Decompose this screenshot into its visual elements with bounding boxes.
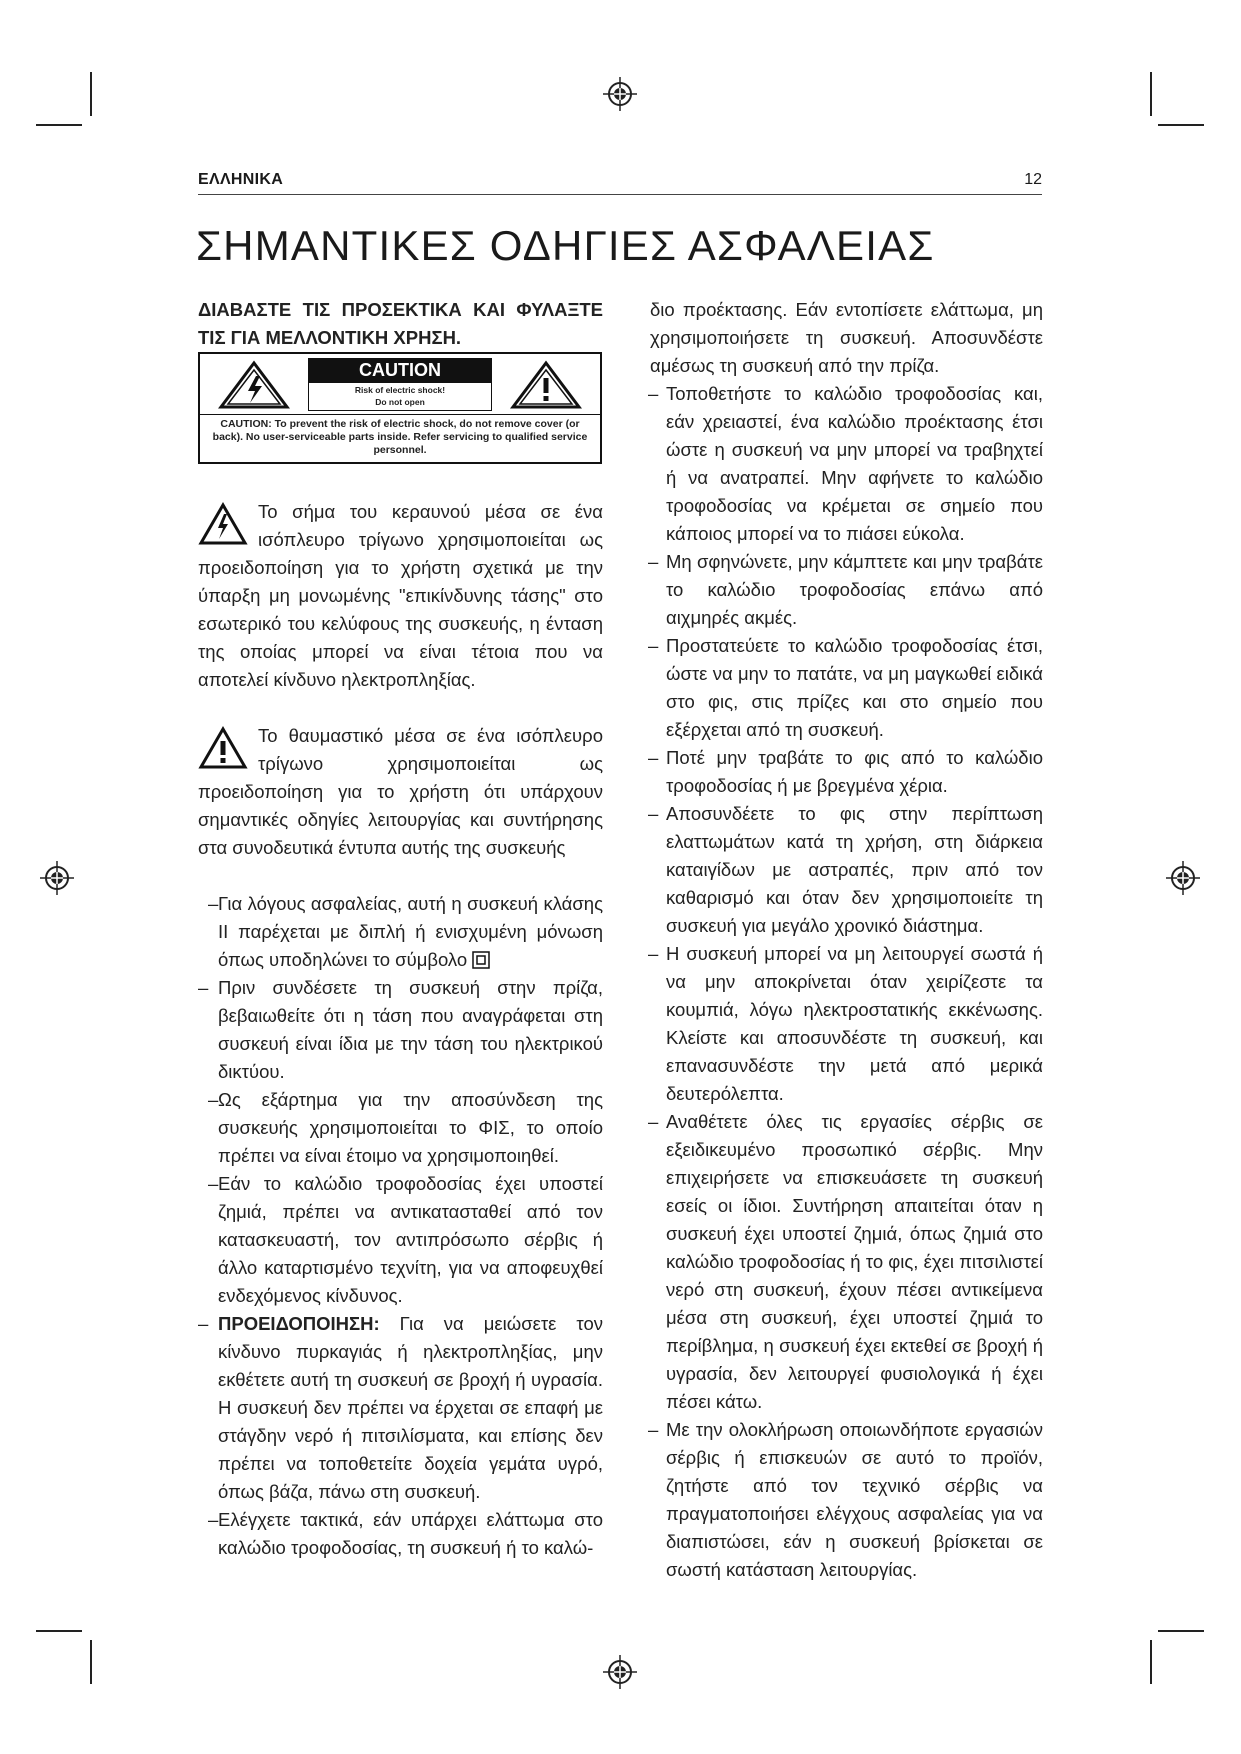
right-column <box>648 296 1043 1584</box>
list-item: – Ελέγχετε τακτικά, εάν υπάρχει ελάττωμα στο καλώδιο τροφοδοσίας, τη συσκευή ή το καλώ- <box>198 1506 603 1562</box>
caution-subtext <box>308 382 492 411</box>
registration-mark-icon <box>603 1655 637 1689</box>
crop-mark <box>1150 72 1152 116</box>
list-item: – Εάν το καλώδιο τροφοδοσίας έχει υποστεί ζημιά, πρέπει να αντικατασταθεί από τον κατασκευαστή, τον αντιπρόσωπο σέρβις ή άλλο καταρτισμένο τεχνίτη, για να αποφευχθεί ενδεχόμενος κίνδυνος. <box>198 1170 603 1310</box>
crop-mark <box>90 72 92 116</box>
lightning-warning-icon <box>218 360 290 410</box>
list-item: – Τοποθετήστε το καλώδιο τροφοδοσίας και, εάν χρειαστεί, ένα καλώδιο προέκτασης έτσι ώστε η συσκευή να μην μπορεί να τραβηχτεί ή να ανατραπεί. Μην αφήνετε το καλώδιο τροφοδοσίας να κρέμεται σε σημείο που κάποιος μπορεί να το πιάσει εύκολα. <box>648 380 1043 548</box>
caution-heading: CAUTION <box>308 358 492 382</box>
safety-list <box>198 890 603 1562</box>
registration-mark-icon <box>40 861 74 895</box>
paragraph: Το σήμα του κεραυνού μέσα σε ένα ισόπλευρο τρίγωνο χρησιμοποιείται ως προειδοποίηση για το χρήστη σχετικά με την ύπαρξη μη μονωμένης "επικίνδυνης τάσης" στο εσωτερικό του κελύφους της συσκευής, η ένταση της οποίας μπορεί να είναι τέτοια που να αποτελεί κίνδυνο ηλεκτροπληξίας. <box>198 501 603 690</box>
language-label: ΕΛΛΗΝΙΚΑ <box>198 171 284 188</box>
list-item: – Αναθέτετε όλες τις εργασίες σέρβις σε εξειδικευμένο προσωπικό σέρβις. Μην επιχειρήσετε να επισκευάσετε τη συσκευή εσείς οι ίδιοι. Συντήρηση απαιτείται όταν η συσκευή έχει υποστεί ζημιά, όπως ζημιά στο καλώδιο τροφοδοσίας ή το φις, έχει πιτσιλιστεί νερό στη συσκευή, έχουν πέσει αντικείμενα μέσα στη συσκευή, έχει υποστεί ζημιά το περίβλημα, η συσκευή έχει εκτεθεί σε βροχή ή υγρασία, δεν λειτουργεί φυσιολογικά ή έχει πέσει κάτω. <box>648 1108 1043 1416</box>
divider <box>200 414 600 415</box>
page-number: 12 <box>1024 171 1042 188</box>
crop-mark <box>1158 124 1204 126</box>
list-item <box>198 1310 603 1506</box>
list-item: – Αποσυνδέετε το φις στην περίπτωση ελαττωμάτων κατά τη χρήση, στη διάρκεια καταιγίδων με αστραπές, πριν από τον καθαρισμό και όταν δεν χρησιμοποιείτε τη συσκευή για μεγάλο χρονικό διάστημα. <box>648 800 1043 940</box>
left-column <box>198 296 603 1562</box>
list-item-text: Για λόγους ασφαλείας, αυτή η συσκευή κλάσης II παρέχεται με διπλή ή ενισχυμένη μόνωση όπως υποδηλώνει το σύμβολο <box>218 893 603 970</box>
list-item: – Ως εξάρτημα για την αποσύνδεση της συσκευής χρησιμοποιείται το ΦΙΣ, το οποίο πρέπει να είναι έτοιμο να χρησιμοποιηθεί. <box>198 1086 603 1170</box>
section-subtitle: ΔΙΑΒΑΣΤΕ ΤΙΣ ΠΡΟΣΕΚΤΙΚΑ ΚΑΙ ΦΥΛΑΞΤΕ ΤΙΣ ΓΙΑ ΜΕΛΛΟΝΤΙΚΗ ΧΡΗΣΗ. <box>198 299 603 348</box>
list-item: – Μη σφηνώνετε, μην κάμπτετε και μην τραβάτε το καλώδιο τροφοδοσίας επάνω από αιχμηρές ακμές. <box>648 548 1043 632</box>
list-item: – Η συσκευή μπορεί να μη λειτουργεί σωστά ή να μην αποκρίνεται όταν χειρίζεστε τα κουμπιά, λόγω ηλεκτροστατικής εκκένωσης. Κλείστε και αποσυνδέστε τη συσκευή, και επανασυνδέστε την μετά από μερικά δευτερόλεπτα. <box>648 940 1043 1108</box>
paragraph: Το θαυμαστικό μέσα σε ένα ισόπλευρο τρίγωνο χρησιμοποιείται ως προειδοποίηση για το χρήστη ότι υπάρχουν σημαντικές οδηγίες λειτουργίας και συντήρησης στα συνοδευτικά έντυπα αυτής της συσκευής <box>198 725 603 858</box>
lightning-warning-icon <box>198 502 248 546</box>
crop-mark <box>1158 1630 1204 1632</box>
caution-footer: CAUTION: To prevent the risk of electric shock, do not remove cover (or back). No user-serviceable parts inside. Refer servicing to qualified service personnel. <box>212 418 588 456</box>
list-item: – Πριν συνδέσετε τη συσκευή στην πρίζα, βεβαιωθείτε ότι η τάση που αναγράφεται στη συσκευή είναι ίδια με την τάση του ηλεκτρικού δικτύου. <box>198 974 603 1086</box>
caution-sub-line: Do not open <box>375 397 425 407</box>
registration-mark-icon <box>603 77 637 111</box>
list-item: – Προστατεύετε το καλώδιο τροφοδοσίας έτσι, ώστε να μην το πατάτε, να μη μαγκωθεί ειδικά στο φις, στις πρίζες και στο σημείο που εξέρχεται από τη συσκευή. <box>648 632 1043 744</box>
lightning-symbol-explanation <box>198 498 603 694</box>
double-insulation-icon <box>472 951 490 969</box>
exclamation-warning-icon <box>510 360 582 410</box>
safety-list <box>648 380 1043 1584</box>
crop-mark <box>1150 1640 1152 1684</box>
list-item: – Με την ολοκλήρωση οποιωνδήποτε εργασιών σέρβις ή επισκευών σε αυτό το προϊόν, ζητήστε από τον τεχνικό σέρβις να πραγματοποιήσει ελέγχους ασφαλείας για να διαπιστώσει, εάν η συσκευή βρίσκεται σε σωστή κατάσταση λειτουργίας. <box>648 1416 1043 1584</box>
exclamation-warning-icon <box>198 726 248 770</box>
warning-label: ΠΡΟΕΙΔΟΠΟΙΗΣΗ: <box>218 1313 380 1334</box>
crop-mark <box>90 1640 92 1684</box>
crop-mark <box>36 124 82 126</box>
crop-mark <box>36 1630 82 1632</box>
page-header <box>198 168 1042 195</box>
list-item: – Ποτέ μην τραβάτε το φις από το καλώδιο τροφοδοσίας ή με βρεγμένα χέρια. <box>648 744 1043 800</box>
registration-mark-icon <box>1166 861 1200 895</box>
caution-sub-line: Risk of electric shock! <box>354 385 446 395</box>
page-title: ΣΗΜΑΝΤΙΚΕΣ ΟΔΗΓΙΕΣ ΑΣΦΑΛΕΙΑΣ <box>196 222 935 269</box>
caution-label <box>198 352 602 464</box>
warning-text: Για να μειώσετε τον κίνδυνο πυρκαγιάς ή ηλεκτροπληξίας, μην εκθέτετε αυτή τη συσκευή σε βροχή ή υγρασία. Η συσκευή δεν πρέπει να έρχεται σε επαφή με στάγδην νερό ή πιτσιλίσματα, και επίσης δεν πρέπει να τοποθετείτε δοχεία γεμάτα υγρό, όπως βάζα, πάνω στη συσκευή. <box>218 1313 603 1502</box>
paragraph-continuation: διο προέκτασης. Εάν εντοπίσετε ελάττωμα, μη χρησιμοποιήσετε τη συσκευή. Αποσυνδέστε αμέσως τη συσκευή από την πρίζα. <box>650 299 1043 376</box>
list-item <box>198 890 603 974</box>
exclamation-symbol-explanation <box>198 722 603 862</box>
